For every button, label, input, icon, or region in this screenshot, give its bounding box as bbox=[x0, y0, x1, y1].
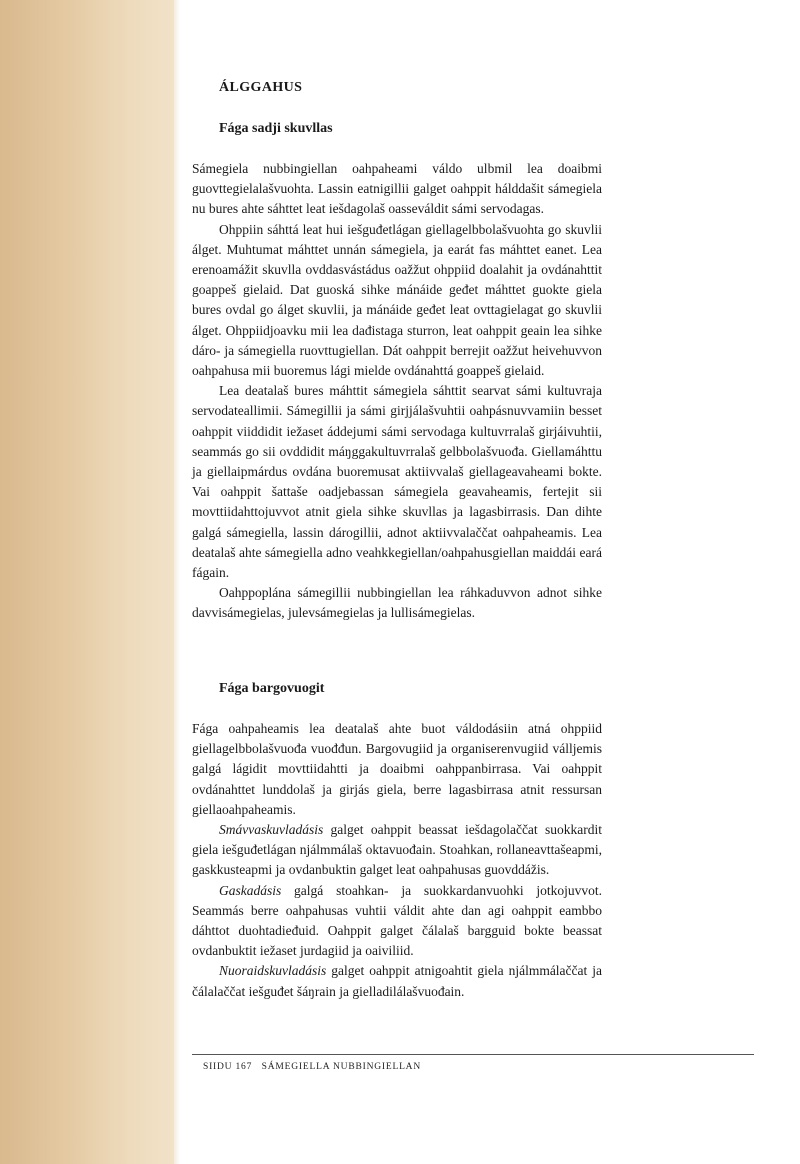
page-footer: SIIDU 167 SÁMEGIELLA NUBBINGIELLAN bbox=[203, 1062, 421, 1072]
heading-faga-bargovuogit: Fága bargovuogit bbox=[219, 681, 325, 696]
paragraph: Fága oahpaheamis lea deatalaš ahte buot váldodásiin atná ohppiid giellagelbbolašvuođa vuođđun. Bargovugiid ja organiserenvugiid válljemis galgá lágidit movttiidahtti ja doaibmi oahppanbirrasa. Vai oahppit ovdánahttet lunddolaš ja girjás giela, berre lagasbirrasa atnit ressursan giellaoahpaheamis. bbox=[192, 721, 602, 817]
paragraph: Ohppiin sáhttá leat hui iešguđetlágan giellagelbbolašvuohta go skuvlii álget. Muhtumat máhttet unnán sámegiela, ja earát fas máhttet eanet. Lea erenoamážit skuvlla ovddasvástádus oažžut ohppiid doalahit ja ovdánahttit goappeš gielaid. Dat guoská sihke mánáide geđet máhttet guokte giela bures ovdal go álget skuvlii, ja mánáide geđet leat ovttagielagat go skuvlii álget. Ohppiidjoavku mii lea dađistaga sturron, leat oahppit geain lea sihke dáro- ja sámegiella ruovttugiellan. Dát oahppit berrejit oažžut heivehuvvon oahpahusa mii buoremus lági mielde ovdánahttá goappeš gielaid. bbox=[192, 221, 602, 379]
page-gutter bbox=[174, 0, 180, 1164]
section-title: ÁLGGAHUS bbox=[219, 80, 303, 95]
paragraph: Oahppoplána sámegillii nubbingiellan lea ráhkaduvvon adnot sihke davvisámegielas, julevsámegielas ja lullisámegielas. bbox=[192, 585, 602, 621]
paragraph bbox=[192, 961, 602, 1001]
section-faga-sadji-body bbox=[192, 159, 602, 624]
paragraph-text: galget oahppit beassat iešdagolaččat suokkardit giela iešguđetlágan njálmmálaš oktavuođain. Stoahkan, rollaneavttašeapmi, gaskkusteapmi ja ovdanbuktin galget leat oahpahusas guovddážis. bbox=[192, 822, 602, 878]
footer-rule bbox=[192, 1054, 754, 1055]
paragraph-text: galgá stoahkan- ja suokkardanvuohki jotkojuvvot. Seammás berre oahpahusas vuhtii váldit ahte dan agi oahppit eambbo dáhttot duohtadieđuid. Oahppit galget čálalaš bargguid bokte beassat ovdanbuktit iežaset jurdagiid ja oaiviliid. bbox=[192, 882, 602, 959]
paragraph: Lea deatalaš bures máhttit sámegiela sáhttit searvat sámi kultuvraja servodateallimii. Sámegillii ja sámi girjjálašvuhtii oahpásnuvvamiin besset oahppit viiddidit iežaset áddejumi sámi servodaga kultuvrralaš girjáivuhtii, seammás go sii ovddidit máŋggakultuvrralaš gelbbolašvuođa. Giellamáhttu ja giellaipmárdus ovdána buoremusat aktiivvalaš giellageavaheami bokte. Vai oahppit šattaše oadjebassan sámegiela geavaheamis, fertejit sii movttiidahttojuvvot atnit giela sihke skuvllas ja lagasbirrasis. Dan dihte galgá sámegiella, lassin dárogillii, adnot aktiivvalaččat oahpaheamis. Lea deatalaš ahte sámegiella adno veahkkegiellan/oahpahusgiellan maiddái eará fágain. bbox=[192, 383, 602, 581]
term-gaskadasis: Gaskadásis bbox=[219, 882, 282, 898]
term-smavvaskuvladasis: Smávvaskuvladásis bbox=[219, 822, 324, 838]
book-spine-shadow bbox=[0, 0, 174, 1164]
term-nuoraidskuvladasis: Nuoraidskuvladásis bbox=[219, 963, 327, 979]
paragraph bbox=[192, 820, 602, 881]
paragraph: Sámegiela nubbingiellan oahpaheami váldo ulbmil lea doaibmi guovttegielalašvuohta. Lassin eatnigillii galget oahppit hálddašit sámegiela nu bures ahte sáhttet leat iešdagolaš oasseváldit sámi servodagas. bbox=[192, 161, 602, 217]
paragraph-text: galget oahppit atnigoahtit giela njálmmálaččat ja čálalaččat iešguđet šáŋrain ja gielladilálašvuođain. bbox=[192, 963, 602, 999]
heading-faga-sadji: Fága sadji skuvllas bbox=[219, 121, 333, 136]
document-page bbox=[192, 0, 612, 1164]
section-faga-bargovuogit-body bbox=[192, 719, 602, 1002]
paragraph bbox=[192, 881, 602, 962]
